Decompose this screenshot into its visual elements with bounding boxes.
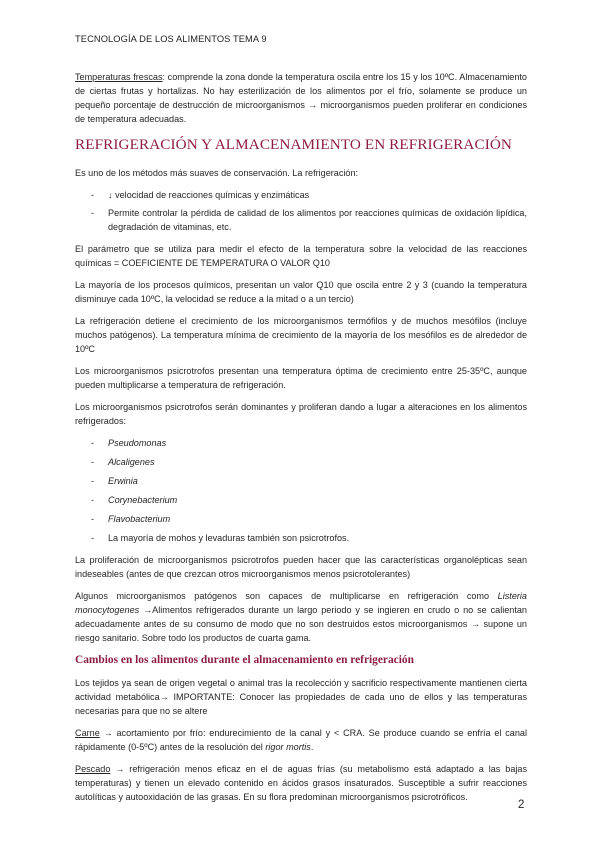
- organism-name: Alcaligenes: [108, 457, 155, 467]
- document-body: [75, 70, 527, 812]
- paragraph: Es uno de los métodos más suaves de conservación. La refrigeración:: [75, 168, 359, 178]
- list-item: - La mayoría de mohos y levaduras también son psicrotrofos.: [75, 531, 527, 545]
- carne-term: Carne: [75, 728, 100, 738]
- text-run: →Alimentos refrigerados durante un largo periodo y se ingieren en crudo o no se calientan adecuadamente antes de su consumo de modo que no son destruidos estos microorganismos → supone un riesgo sanitario. Sobre todo los productos de cuarta gama.: [75, 605, 527, 643]
- carne-paragraph: [75, 726, 527, 754]
- organism-name: Pseudomonas: [108, 438, 167, 448]
- list-item: [75, 493, 527, 507]
- pescado-paragraph: [75, 762, 527, 804]
- list-item: [75, 455, 527, 469]
- paragraph: Los microorganismos psicrotrofos presentan una temperatura óptima de crecimiento entre 25-35ºC, aunque pueden multiplicarse a temperatura de refrigeración.: [75, 366, 527, 390]
- page-number: 2: [518, 799, 525, 811]
- intro-text: : comprende la zona donde la temperatura oscila entre los 15 y los 10ºC. Almacenamiento de ciertas frutas y hortalizas. No hay esterilización de los alimentos por el frío, solamente se produce un pequeño porcentaje de destrucción de microorganismos → microorganismos pueden proliferar en condiciones de temperatura adecuadas.: [75, 72, 527, 124]
- page-header: TECNOLOGÍA DE LOS ALIMENTOS TEMA 9: [75, 34, 267, 44]
- organism-name: Flavobacterium: [108, 514, 171, 524]
- paragraph: La mayoría de los procesos químicos, presentan un valor Q10 que oscila entre 2 y 3 (cuando la temperatura disminuye cada 10ºC, la velocidad se reduce a la mitad o a un tercio): [75, 280, 527, 304]
- pescado-term: Pescado: [75, 764, 111, 774]
- rigor-mortis-term: rigor mortis: [265, 742, 311, 752]
- text-run: Algunos microorganismos patógenos son capaces de multiplicarse en refrigeración como: [75, 591, 498, 601]
- paragraph: Los tejidos ya sean de origen vegetal o animal tras la recolección y sacrificio respectivamente mantienen cierta actividad metabólica→ IMPORTANTE: Conocer las propiedades de cada uno de ellos y las temperaturas necesarias para que no se altere: [75, 678, 527, 716]
- subsection-heading-cambios: Cambios en los alimentos durante el almacenamiento en refrigeración: [75, 654, 414, 666]
- intro-paragraph: [75, 70, 527, 126]
- list-item: - ↓ velocidad de reacciones químicas y enzimáticas: [75, 188, 527, 202]
- text-run: → acortamiento por frío: endurecimiento de la canal y < CRA. Se produce cuando se enfría el canal rápidamente (0-5ºC) antes de la resolución del: [75, 728, 527, 752]
- paragraph: La refrigeración detiene el crecimiento de los microorganismos termófilos y de muchos mesófilos (incluye muchos patógenos). La temperatura mínima de crecimiento de la mayoría de los mesófilos es de alrededor de 10ºC: [75, 316, 527, 354]
- text-run: .: [310, 742, 314, 752]
- organism-name: Corynebacterium: [108, 495, 178, 505]
- list-item: [75, 436, 527, 450]
- list-item: [75, 512, 527, 526]
- list-item: - Permite controlar la pérdida de calidad de los alimentos por reacciones químicas de oxidación lipídica, degradación de vitaminas, etc.: [75, 206, 527, 234]
- paragraph: El parámetro que se utiliza para medir el efecto de la temperatura sobre la velocidad de las reacciones químicas = COEFICIENTE DE TEMPERATURA O VALOR Q10: [75, 244, 527, 268]
- refrigeration-effects-list: [75, 188, 527, 234]
- text-run: → refrigeración menos eficaz en el de aguas frías (su metabolismo está adaptado a las bajas temperaturas) y tienen un elevado contenido en ácidos grasos insaturados. Susceptible a sufrir reacciones autolíticas y autooxidación de las grasas. En su flora predominan microorganismos psicrotróficos.: [75, 764, 527, 802]
- list-item: [75, 474, 527, 488]
- psychrotroph-list: [75, 436, 527, 545]
- pathogen-paragraph: [75, 589, 527, 645]
- listeria-name: Listeria monocytogenes: [75, 591, 527, 615]
- section-heading-refrigeracion: REFRIGERACIÓN Y ALMACENAMIENTO EN REFRIGERACIÓN: [75, 136, 512, 153]
- organism-name: Erwinia: [108, 476, 138, 486]
- paragraph: La proliferación de microorganismos psicrotrofos pueden hacer que las características organolépticas sean indeseables (antes de que crezcan otros microorganismos menos psicrotolerantes): [75, 555, 527, 579]
- intro-term: Temperaturas frescas: [75, 72, 163, 82]
- paragraph: Los microorganismos psicrotrofos serán dominantes y proliferan dando a lugar a alteraciones en los alimentos refrigerados:: [75, 402, 527, 426]
